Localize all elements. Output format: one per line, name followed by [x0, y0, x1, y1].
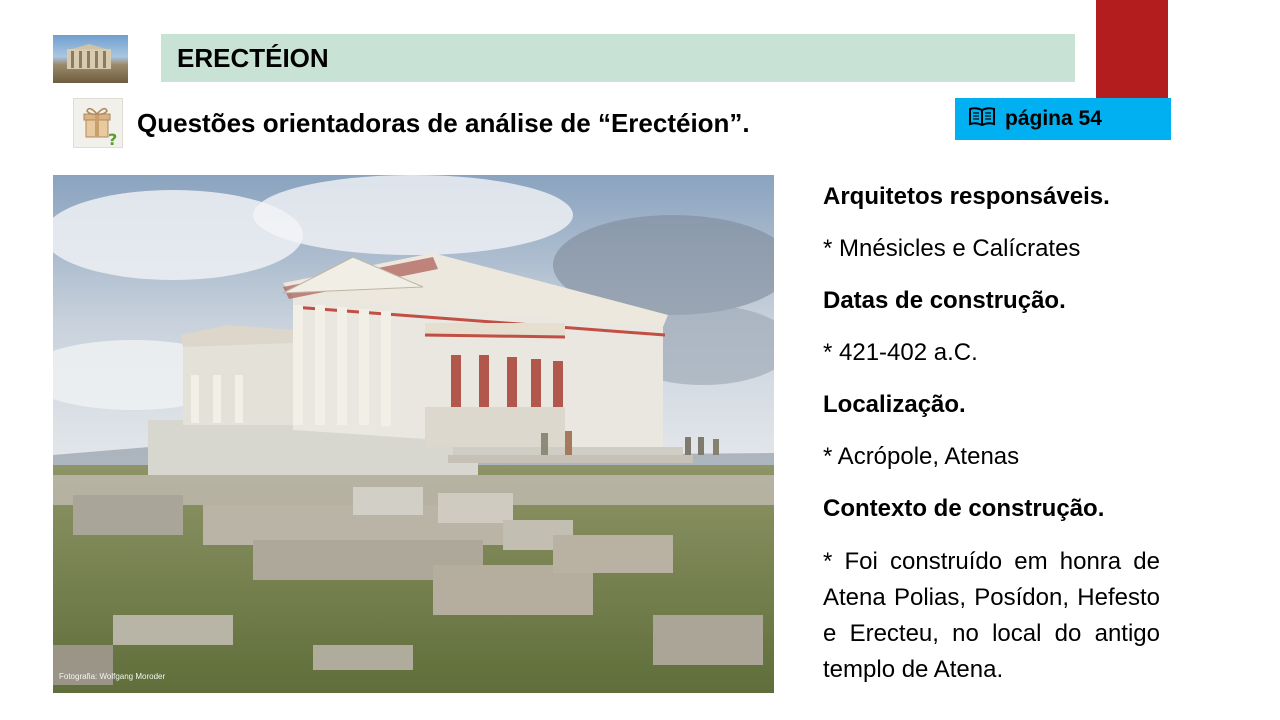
- context-heading: Contexto de construção.: [823, 495, 1105, 522]
- svg-text:?: ?: [108, 130, 118, 148]
- red-accent-block: [1096, 0, 1168, 98]
- architects-value: * Mnésicles e Calícrates: [823, 235, 1081, 262]
- slide-title-bar: [161, 34, 1075, 82]
- location-value: * Acrópole, Atenas: [823, 443, 1020, 470]
- dates-value: * 421-402 a.C.: [823, 339, 978, 366]
- erechtheion-reconstruction-photo: [53, 175, 774, 693]
- slide-title: ERECTÉION: [177, 42, 329, 73]
- erechtheion-thumbnail: [53, 35, 128, 83]
- context-value: * Foi construído em honra de Atena Polias, Posídon, Hefesto e Erecteu, no local do antigo templo de Atena.: [823, 548, 1160, 683]
- photo-credit: Fotografia: Wolfgang Moroder: [59, 672, 166, 681]
- architects-heading: Arquitetos responsáveis.: [823, 183, 1110, 210]
- info-panel: [823, 180, 1160, 706]
- page-reference-badge[interactable]: [955, 98, 1171, 140]
- dates-heading: Datas de construção.: [823, 287, 1066, 314]
- page-reference-label: página 54: [1005, 107, 1102, 130]
- location-heading: Localização.: [823, 391, 966, 418]
- slide-subtitle: Questões orientadoras de análise de “Erectéion”.: [137, 108, 750, 138]
- open-book-icon: [969, 106, 1005, 132]
- gift-question-icon: [73, 98, 123, 148]
